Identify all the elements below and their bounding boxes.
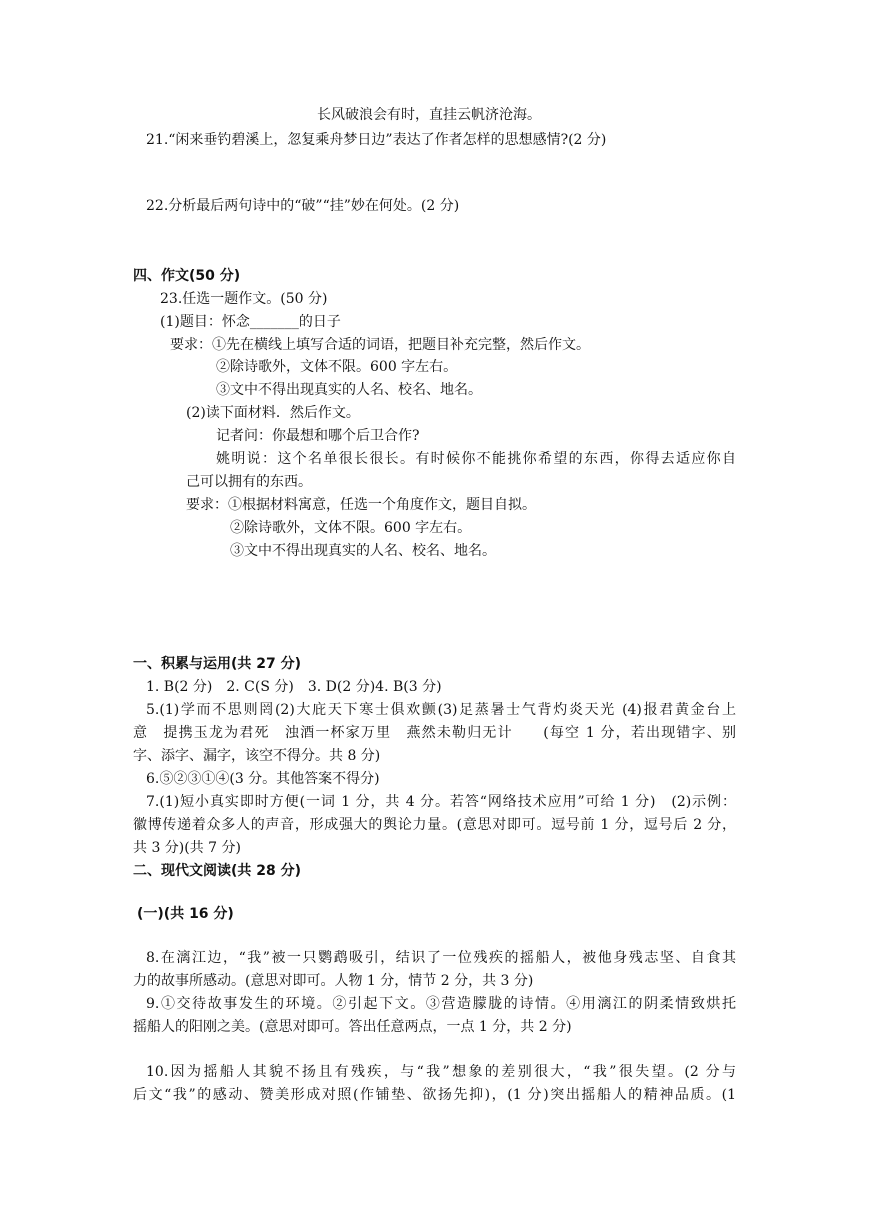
answer-9-line-1: 9.①交待故事发生的环境。②引起下文。③营造朦胧的诗情。④用漓江的阴柔情致烘托 <box>146 996 736 1012</box>
topic-1-requirement-2: ②除诗歌外，文体不限。600 字左右。 <box>216 359 458 375</box>
section-4-heading: 四、作文(50 分) <box>133 268 241 284</box>
topic-2-material-answer-line-2: 己可以拥有的东西。 <box>186 474 312 490</box>
answers-section-2-heading: 二、现代文阅读(共 28 分) <box>133 863 302 879</box>
answers-section-1-heading: 一、积累与运用(共 27 分) <box>133 656 302 672</box>
topic-1-title: (1)题目：怀念_______的日子 <box>160 314 341 330</box>
answer-5-line-3: 字、添字、漏字，该空不得分。共 8 分) <box>133 748 381 764</box>
answer-8-line-1: 8.在漓江边，“我”被一只鹦鹉吸引，结识了一位残疾的摇船人，被他身残志坚、自食其 <box>146 950 736 966</box>
answers-subsection-1-heading: (一)(共 16 分) <box>137 906 234 922</box>
topic-2-material-question: 记者问：你最想和哪个后卫合作? <box>216 428 420 444</box>
answer-7-line-1: 7.(1)短小真实即时方便(一词 1 分，共 4 分。若答“网络技术应用”可给 1 分) (2)示例： <box>146 794 736 810</box>
topic-1-requirement-1: 要求：①先在横线上填写合适的词语，把题目补充完整，然后作文。 <box>170 337 590 353</box>
answer-9-line-2: 摇船人的阳刚之美。(意思对即可。答出任意两点，一点 1 分，共 2 分) <box>133 1019 572 1035</box>
answer-7-line-2: 徽博传递着众多人的声音，形成强大的舆论力量。(意思对即可。逗号前 1 分，逗号后 2 分， <box>133 817 736 833</box>
answer-10-line-2: 后文“我”的感动、赞美形成对照(作铺垫、欲扬先抑)，(1 分)突出摇船人的精神品质。(1 <box>133 1087 736 1103</box>
answer-7-line-3: 共 3 分)(共 7 分) <box>133 840 242 856</box>
topic-2-material-answer-line-1: 姚明说：这个名单很长很长。有时候你不能挑你希望的东西，你得去适应你自 <box>216 451 736 467</box>
answer-8-line-2: 力的故事所感动。(意思对即可。人物 1 分，情节 2 分，共 3 分) <box>133 973 534 989</box>
question-22: 22.分析最后两句诗中的“破”“挂”妙在何处。(2 分) <box>146 198 460 214</box>
topic-1-requirement-3: ③文中不得出现真实的人名、校名、地名。 <box>216 382 482 398</box>
topic-2-requirement-2: ②除诗歌外，文体不限。600 字左右。 <box>230 520 472 536</box>
answer-10-line-1: 10.因为摇船人其貌不扬且有残疾，与“我”想象的差别很大，“我”很失望。(2 分与 <box>146 1064 736 1080</box>
answer-5-line-1: 5.(1)学而不思则罔(2)大庇天下寒士俱欢颤(3)足蒸暑士气背灼炎天光 (4)报君黄金台上 <box>146 702 736 718</box>
answer-6: 6.⑤②③①④(3 分。其他答案不得分) <box>146 771 380 787</box>
question-21: 21.“闲来垂钓碧溪上，忽复乘舟梦日边”表达了作者怎样的思想感情?(2 分) <box>146 132 607 148</box>
topic-2-requirement-1: 要求：①根据材料寓意，任选一个角度作文，题目自拟。 <box>186 497 536 513</box>
topic-2-title: (2)读下面材料．然后作文。 <box>186 405 360 421</box>
question-23: 23.任选一题作文。(50 分) <box>160 291 328 307</box>
topic-2-requirement-3: ③文中不得出现真实的人名、校名、地名。 <box>230 543 496 559</box>
answers-1-to-4: 1. B(2 分) 2. C(S 分) 3. D(2 分)4. B(3 分) <box>146 679 442 695</box>
answer-5-line-2: 意 提携玉龙为君死 浊酒一杯家万里 燕然未勒归无计 (每空 1 分，若出现错字、别 <box>133 725 736 741</box>
poem-last-line: 长风破浪会有时，直挂云帆济沧海。 <box>317 107 541 123</box>
